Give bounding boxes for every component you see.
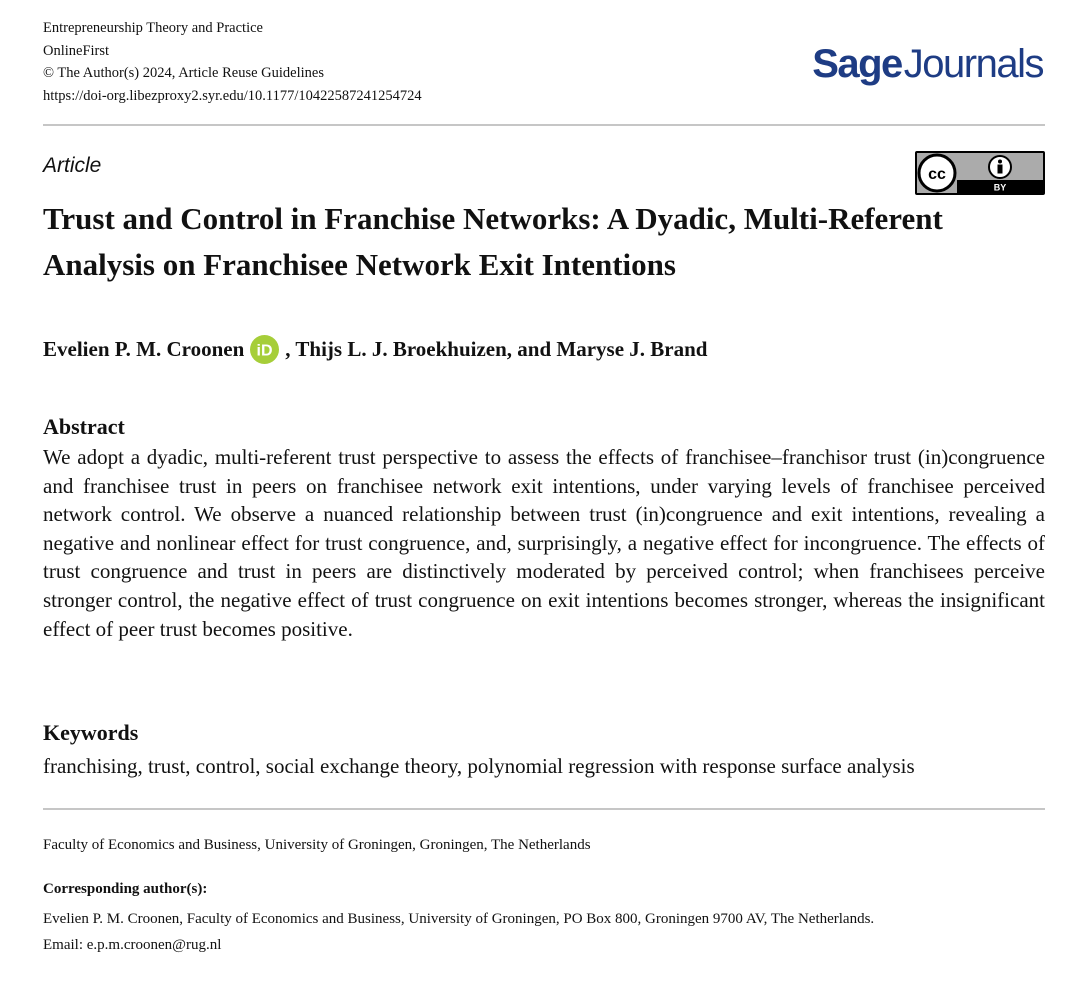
article-page [43,0,1045,981]
email-label: Email: [43,937,87,953]
abstract-heading: Abstract [43,414,125,439]
copyright-text[interactable]: © The Author(s) 2024, Article Reuse Guidelines [43,65,324,81]
publication-edition: OnlineFirst [43,42,110,59]
author-affiliation: Faculty of Economics and Business, University of Groningen, Groningen, The Netherlands [43,837,591,853]
logo-word-journals: Journals [903,42,1043,86]
journal-meta [43,17,422,107]
license-badge-text: BY [993,182,1007,193]
author-list [43,335,707,364]
cc-by-license-badge[interactable] [915,151,1045,195]
corresponding-address: Evelien P. M. Croonen, Faculty of Economics and Business, University of Groningen, PO Box 800, Groningen 9700 AV, The Netherlands. [43,911,875,927]
corresponding-author-details [43,906,1045,958]
orcid-label: iD [256,342,273,360]
sage-journals-logo[interactable] [812,42,1043,87]
footer-divider [43,808,1045,810]
header-divider [43,124,1045,126]
abstract-text: We adopt a dyadic, multi-referent trust perspective to assess the effects of franchisee–franchisor trust (in)congruence and franchisee trust in peers on franchisee network exit intentions, under varying levels of franchisee perceived network control. We observe a nuanced relationship between trust (in)congruence and exit intentions, revealing a negative and nonlinear effect for trust congruence, and, surprisingly, a negative effect for incongruence. The effects of trust congruence and trust in peers are distinctively moderated by perceived control; when franchisees perceive stronger control, the negative effect of trust congruence on exit intentions becomes stronger, whereas the insignificant effect of peer trust becomes positive. [43,445,1045,641]
copyright-line [43,62,422,85]
attribution-icon [989,156,1011,178]
author-first[interactable]: Evelien P. M. Croonen [43,337,245,361]
article-type-label: Article [43,154,102,177]
logo-word-sage: Sage [812,42,902,86]
svg-text:cc: cc [928,166,946,183]
email-link[interactable]: e.p.m.croonen@rug.nl [86,937,222,953]
article-title: Trust and Control in Franchise Networks: A Dyadic, Multi-Referent Analysis on Franchisee Network Exit Intentions [43,201,943,282]
author-rest[interactable]: , Thijs L. J. Broekhuizen, and Maryse J. Brand [285,337,708,361]
corresponding-email-line [43,932,1045,958]
orcid-icon[interactable] [250,335,279,364]
corresponding-author-heading: Corresponding author(s): [43,881,208,897]
keywords-text: franchising, trust, control, social exchange theory, polynomial regression with response surface analysis [43,754,915,778]
keywords-heading: Keywords [43,720,139,745]
doi-link[interactable]: https://doi-org.libezproxy2.syr.edu/10.1177/10422587241254724 [43,87,422,104]
creative-commons-icon [919,155,955,191]
journal-name[interactable]: Entrepreneurship Theory and Practice [43,20,263,36]
